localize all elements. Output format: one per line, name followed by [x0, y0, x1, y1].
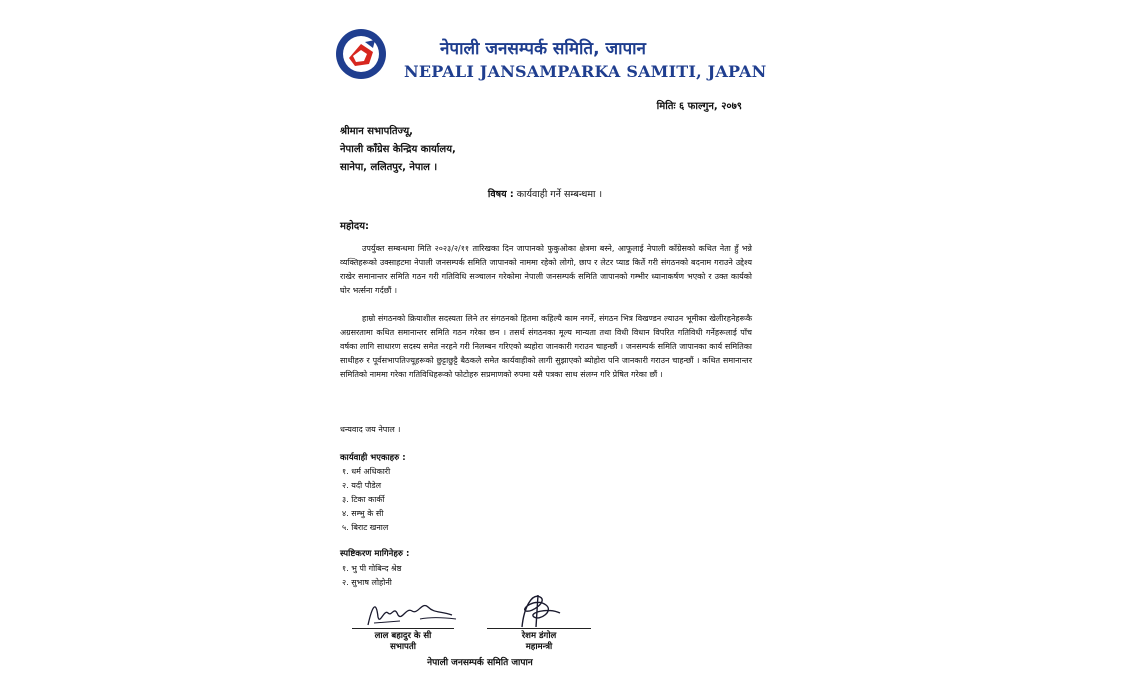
signatory-block — [487, 631, 591, 653]
signatory-name: रेशम डंगोल — [521, 631, 557, 641]
org-name-nepali: नेपाली जनसम्पर्क समिति, जापान — [440, 39, 646, 59]
recipient-address — [340, 123, 456, 177]
list-item: ४. सम्भु के सी — [342, 509, 384, 518]
subject-label: विषय : — [487, 189, 514, 200]
list-item: १. भु पी गोबिन्द श्रेष्ठ — [342, 564, 402, 573]
body-paragraph: हाम्रो संगठनको क्रियाशील सदस्यता लिने तर संगठनको हितमा कहिल्यै काम नगर्ने, संगठन भित्र विखण्डन ल्याउन भूमीका खेलीरहनेहरूकै अग्रसरतामा कथित समानान्तर समिति गठन गरेका छन । तसर्थ संगठनका मूल्य मान्यता तथा विधी विधान विपरित गतिविधी गर्नेहरूलाई पाँच वर्षका लागि साधारण सदस्य समेत नरहने गरी निलम्बन गरिएको ब्यहोरा जानकारी गराउन चाहन्छौं । जनसम्पर्क समिति जापानका कार्य समितिका साथीहरु र पूर्वसभापतिज्यूहरूको छुट्टाछुट्टै बैठकले समेत कार्यवाहीको लागी सुझाएको ब्योहोरा पनि जानकारी गराउन चाहन्छौं । कथित समानान्तर समितिको नाममा गरेका गतिविधिहरूको फोटोहरु सप्रमाणको रुपमा यसै पत्रका साथ संलग्न गरि प्रेषित गरेका छौं । — [340, 314, 752, 379]
recipient-line: नेपाली काँग्रेस केन्द्रिय कार्यालय, — [340, 144, 456, 155]
list-item: ५. बिराट खनाल — [342, 523, 389, 532]
subject-text: कार्यवाही गर्ने सम्बन्धमा । — [516, 189, 603, 200]
clarification-list — [342, 562, 401, 590]
signatory-name: लाल बहादुर के सी — [374, 631, 432, 641]
signatory-title: सभापती — [390, 642, 416, 652]
body-paragraph: उपर्युक्त सम्बन्धमा मिति २०२३/२/११ तारिखका दिन जापानको फुकुओका क्षेत्रमा बस्ने, आफूलाई नेपाली काँग्रेसको कथित नेता हुँ भन्ने व्यक्तिहरूको उक्साहटमा नेपाली जनसम्पर्क समिति जापानको नाममा रहेको लोगो, छाप र लेटर प्याड किर्ते गरी संगठनको बदनाम गराउने उद्देश्य राखेर समानान्तर समिति गठन गरी गतिविधि सञ्चालन गरेकोमा नेपाली जनसम्पर्क समिति जापानको गम्भीर ध्यानाकर्षण भएको र उक्त कार्यको घोर भर्त्सना गर्दछौं । — [340, 244, 752, 295]
organization-logo — [335, 28, 387, 80]
action-list-heading: कार्यवाही भएकाहरु : — [340, 453, 406, 463]
list-item: १. धर्म अधिकारी — [342, 467, 391, 476]
closing-thanks: धन्यवाद जय नेपाल । — [340, 425, 401, 434]
letter-page — [330, 22, 767, 670]
list-item: ३. टिका कार्की — [342, 495, 385, 504]
list-item: २. यदी पौडेल — [342, 481, 382, 490]
subject-line — [330, 187, 760, 200]
letter-date: मितिः ६ फाल्गुन, २०७९ — [656, 101, 742, 112]
signature-line — [352, 628, 454, 629]
recipient-line: श्रीमान सभापतिज्यू, — [340, 126, 413, 137]
signatory-block — [352, 631, 454, 653]
org-name-english: NEPALI JANSAMPARKA SAMITI, JAPAN — [404, 62, 767, 81]
signature-president — [360, 587, 460, 632]
action-list — [342, 465, 390, 535]
list-item: २. सुभाष लोहोनी — [342, 578, 392, 587]
salutation: महोदय: — [340, 221, 369, 232]
signature-line — [487, 628, 591, 629]
footer-org-name: नेपाली जनसम्पर्क समिति जापान — [427, 658, 533, 668]
clarification-list-heading: स्पष्टिकरण मागिनेहरु : — [340, 549, 410, 559]
signature-general-secretary — [502, 587, 572, 632]
recipient-line: सानेपा, ललितपुर, नेपाल । — [340, 162, 438, 173]
signatory-title: महामन्त्री — [525, 642, 553, 652]
